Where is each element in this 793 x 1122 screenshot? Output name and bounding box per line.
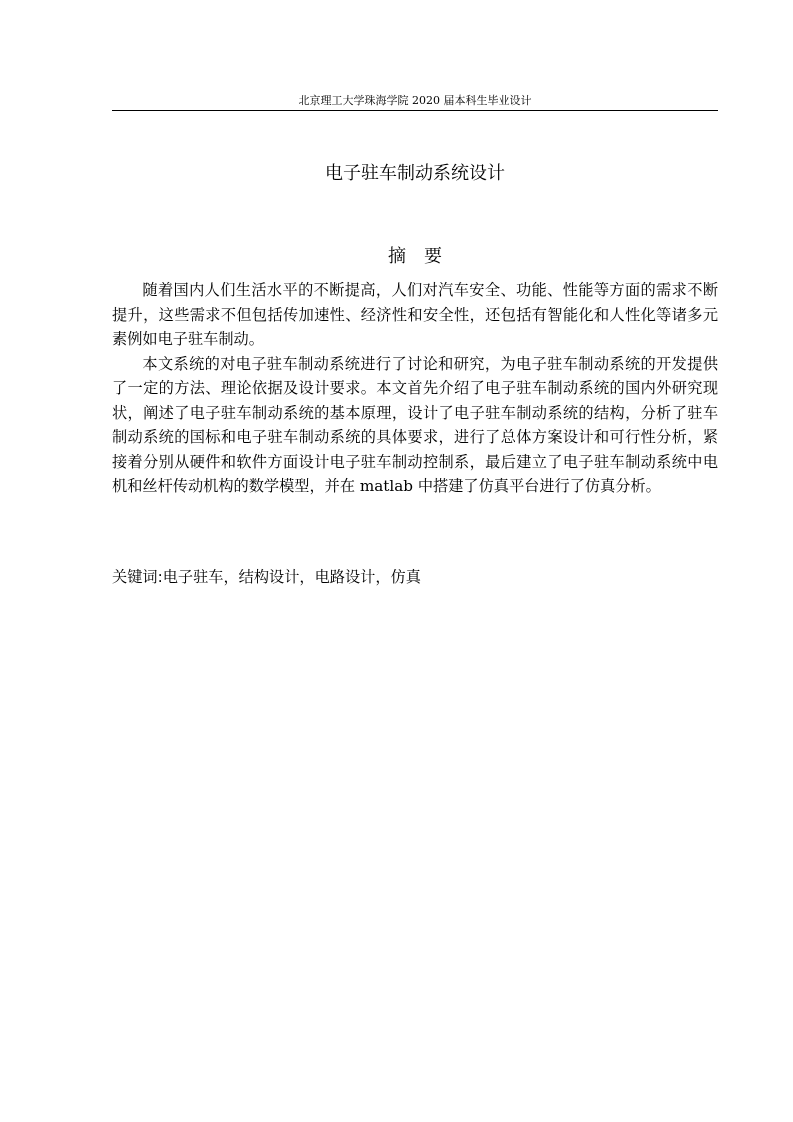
- abstract-paragraph-1: 随着国内人们生活水平的不断提高，人们对汽车安全、功能、性能等方面的需求不断提升，这些需求不但包括传加速性、经济性和安全性，还包括有智能化和人性化等诸多元素例如电子驻车制动。: [112, 281, 718, 348]
- document-title: 电子驻车制动系统设计: [325, 163, 505, 184]
- abstract-body: [112, 278, 718, 499]
- header-divider: [112, 110, 718, 111]
- keywords-text: 电子驻车，结构设计，电路设计，仿真: [162, 568, 421, 586]
- abstract-paragraph-2: 本文系统的对电子驻车制动系统进行了讨论和研究，为电子驻车制动系统的开发提供了一定的方法、理论依据及设计要求。本文首先介绍了电子驻车制动系统的国内外研究现状，阐述了电子驻车制动系统的基本原理，设计了电子驻车制动系统的结构，分析了驻车制动系统的国标和电子驻车制动系统的具体要求，进行了总体方案设计和可行性分析，紧接着分别从硬件和软件方面设计电子驻车制动控制系，最后建立了电子驻车制动系统中电机和丝杆传动机构的数学模型，并在 matlab 中搭建了仿真平台进行了仿真分析。: [112, 354, 718, 495]
- keywords-label: 关键词:: [112, 568, 163, 586]
- running-header: 北京理工大学珠海学院 2020 届本科生毕业设计: [298, 94, 532, 107]
- keywords-line: [112, 565, 718, 589]
- abstract-heading: 摘 要: [388, 246, 442, 267]
